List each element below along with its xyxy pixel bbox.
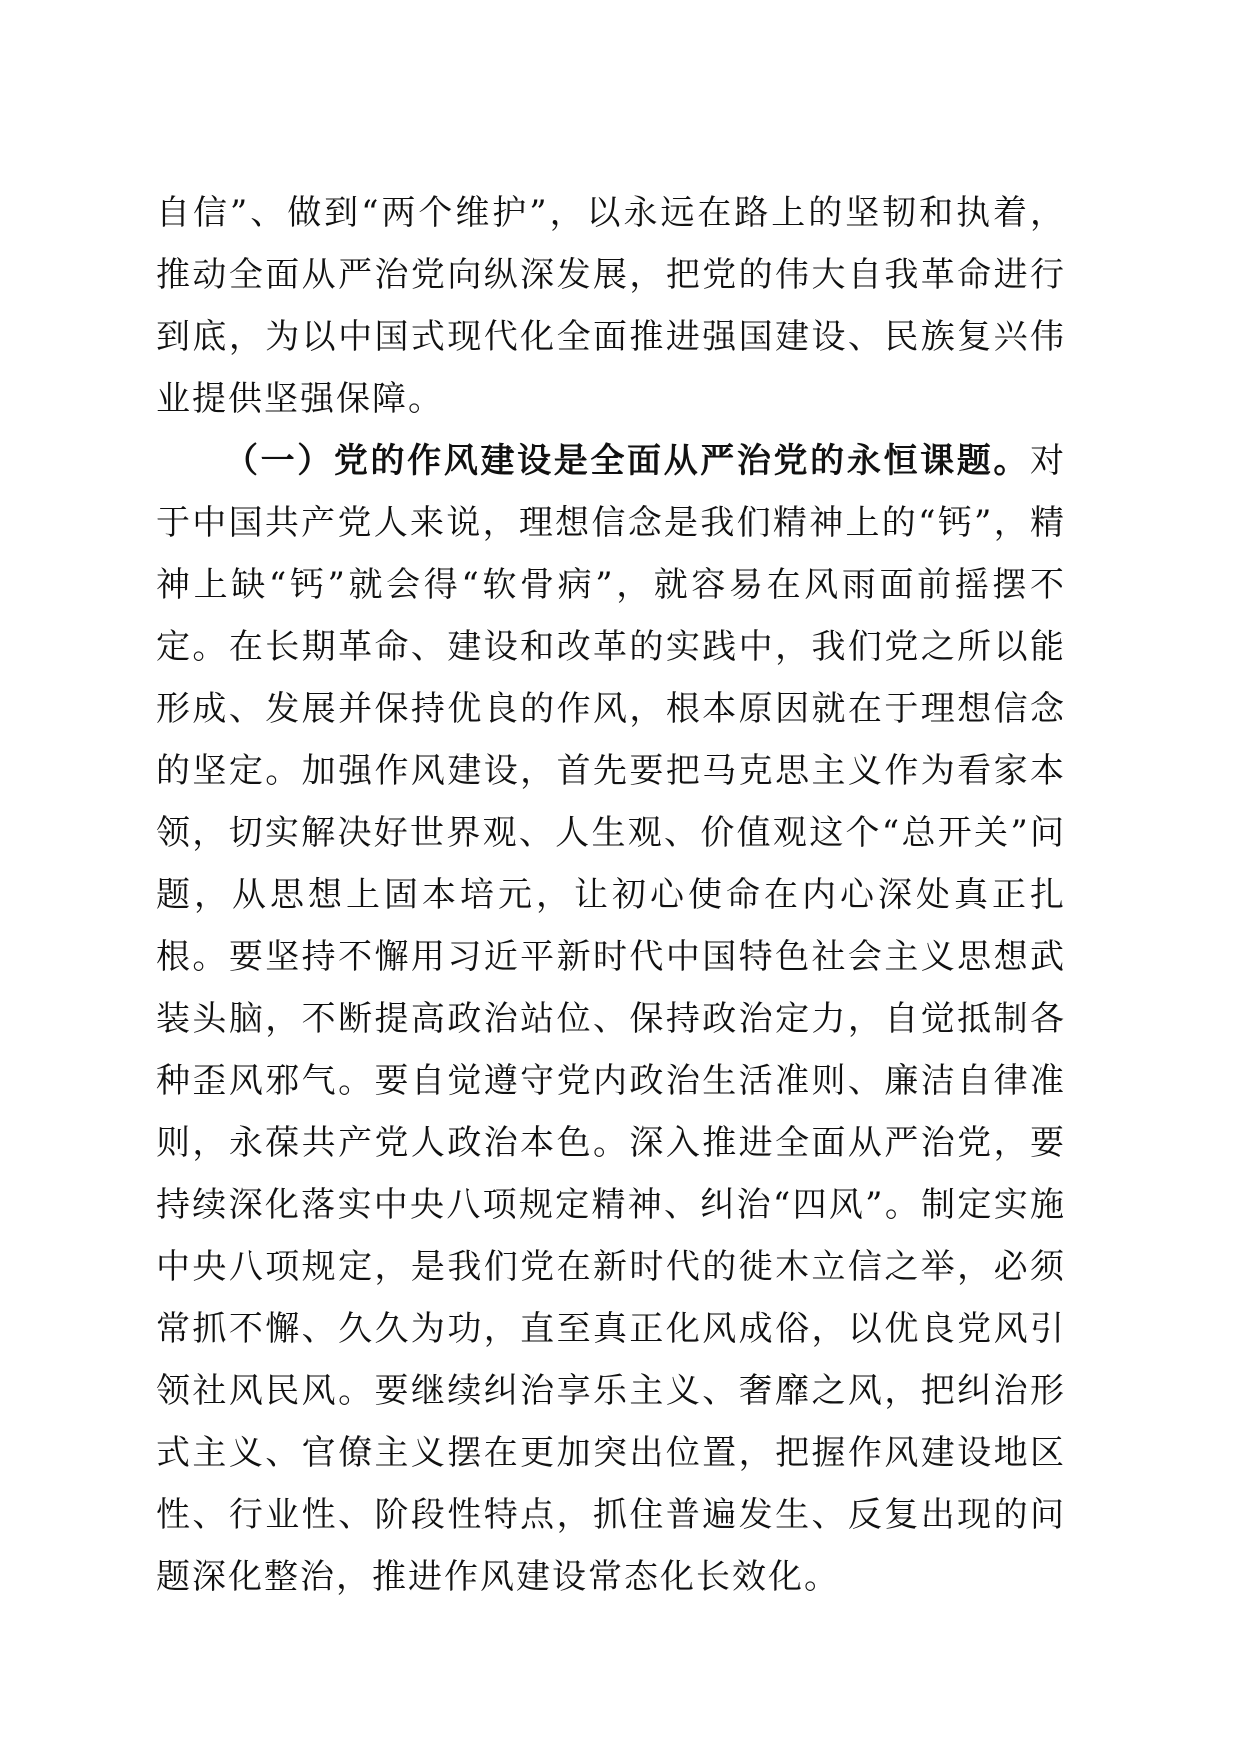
section-heading: （一）党的作风建设是全面从严治党的永恒课题。 <box>224 441 1030 481</box>
section-body-text: 对于中国共产党人来说，理想信念是我们精神上的“钙”，精神上缺“钙”就会得“软骨病”，就容易在风雨面前摇摆不定。在长期革命、建设和改革的实践中，我们党之所以能形成、发展并保持优良的作风，根本原因就在于理想信念的坚定。加强作风建设，首先要把马克思主义作为看家本领，切实解决好世界观、人生观、价值观这个“总开关”问题，从思想上固本培元，让初心使命在内心深处真正扎根。要坚持不懈用习近平新时代中国特色社会主义思想武装头脑，不断提高政治站位、保持政治定力，自觉抵制各种歪风邪气。要自觉遵守党内政治生活准则、廉洁自律准则，永葆共产党人政治本色。深入推进全面从严治党，要持续深化落实中央八项规定精神、纠治“四风”。制定实施中央八项规定，是我们党在新时代的徙木立信之举，必须常抓不懈、久久为功，直至真正化风成俗，以优良党风引领社风民风。要继续纠治享乐主义、奢靡之风，把纠治形式主义、官僚主义摆在更加突出位置，把握作风建设地区性、行业性、阶段性特点，抓住普遍发生、反复出现的问题深化整治，推进作风建设常态化长效化。 <box>156 441 1066 1597</box>
paragraph-section-one <box>156 430 1066 1608</box>
paragraph-continuation: 自信”、做到“两个维护”，以永远在路上的坚韧和执着，推动全面从严治党向纵深发展，把党的伟大自我革命进行到底，为以中国式现代化全面推进强国建设、民族复兴伟业提供坚强保障。 <box>156 193 1066 419</box>
document-body <box>156 182 1066 1608</box>
